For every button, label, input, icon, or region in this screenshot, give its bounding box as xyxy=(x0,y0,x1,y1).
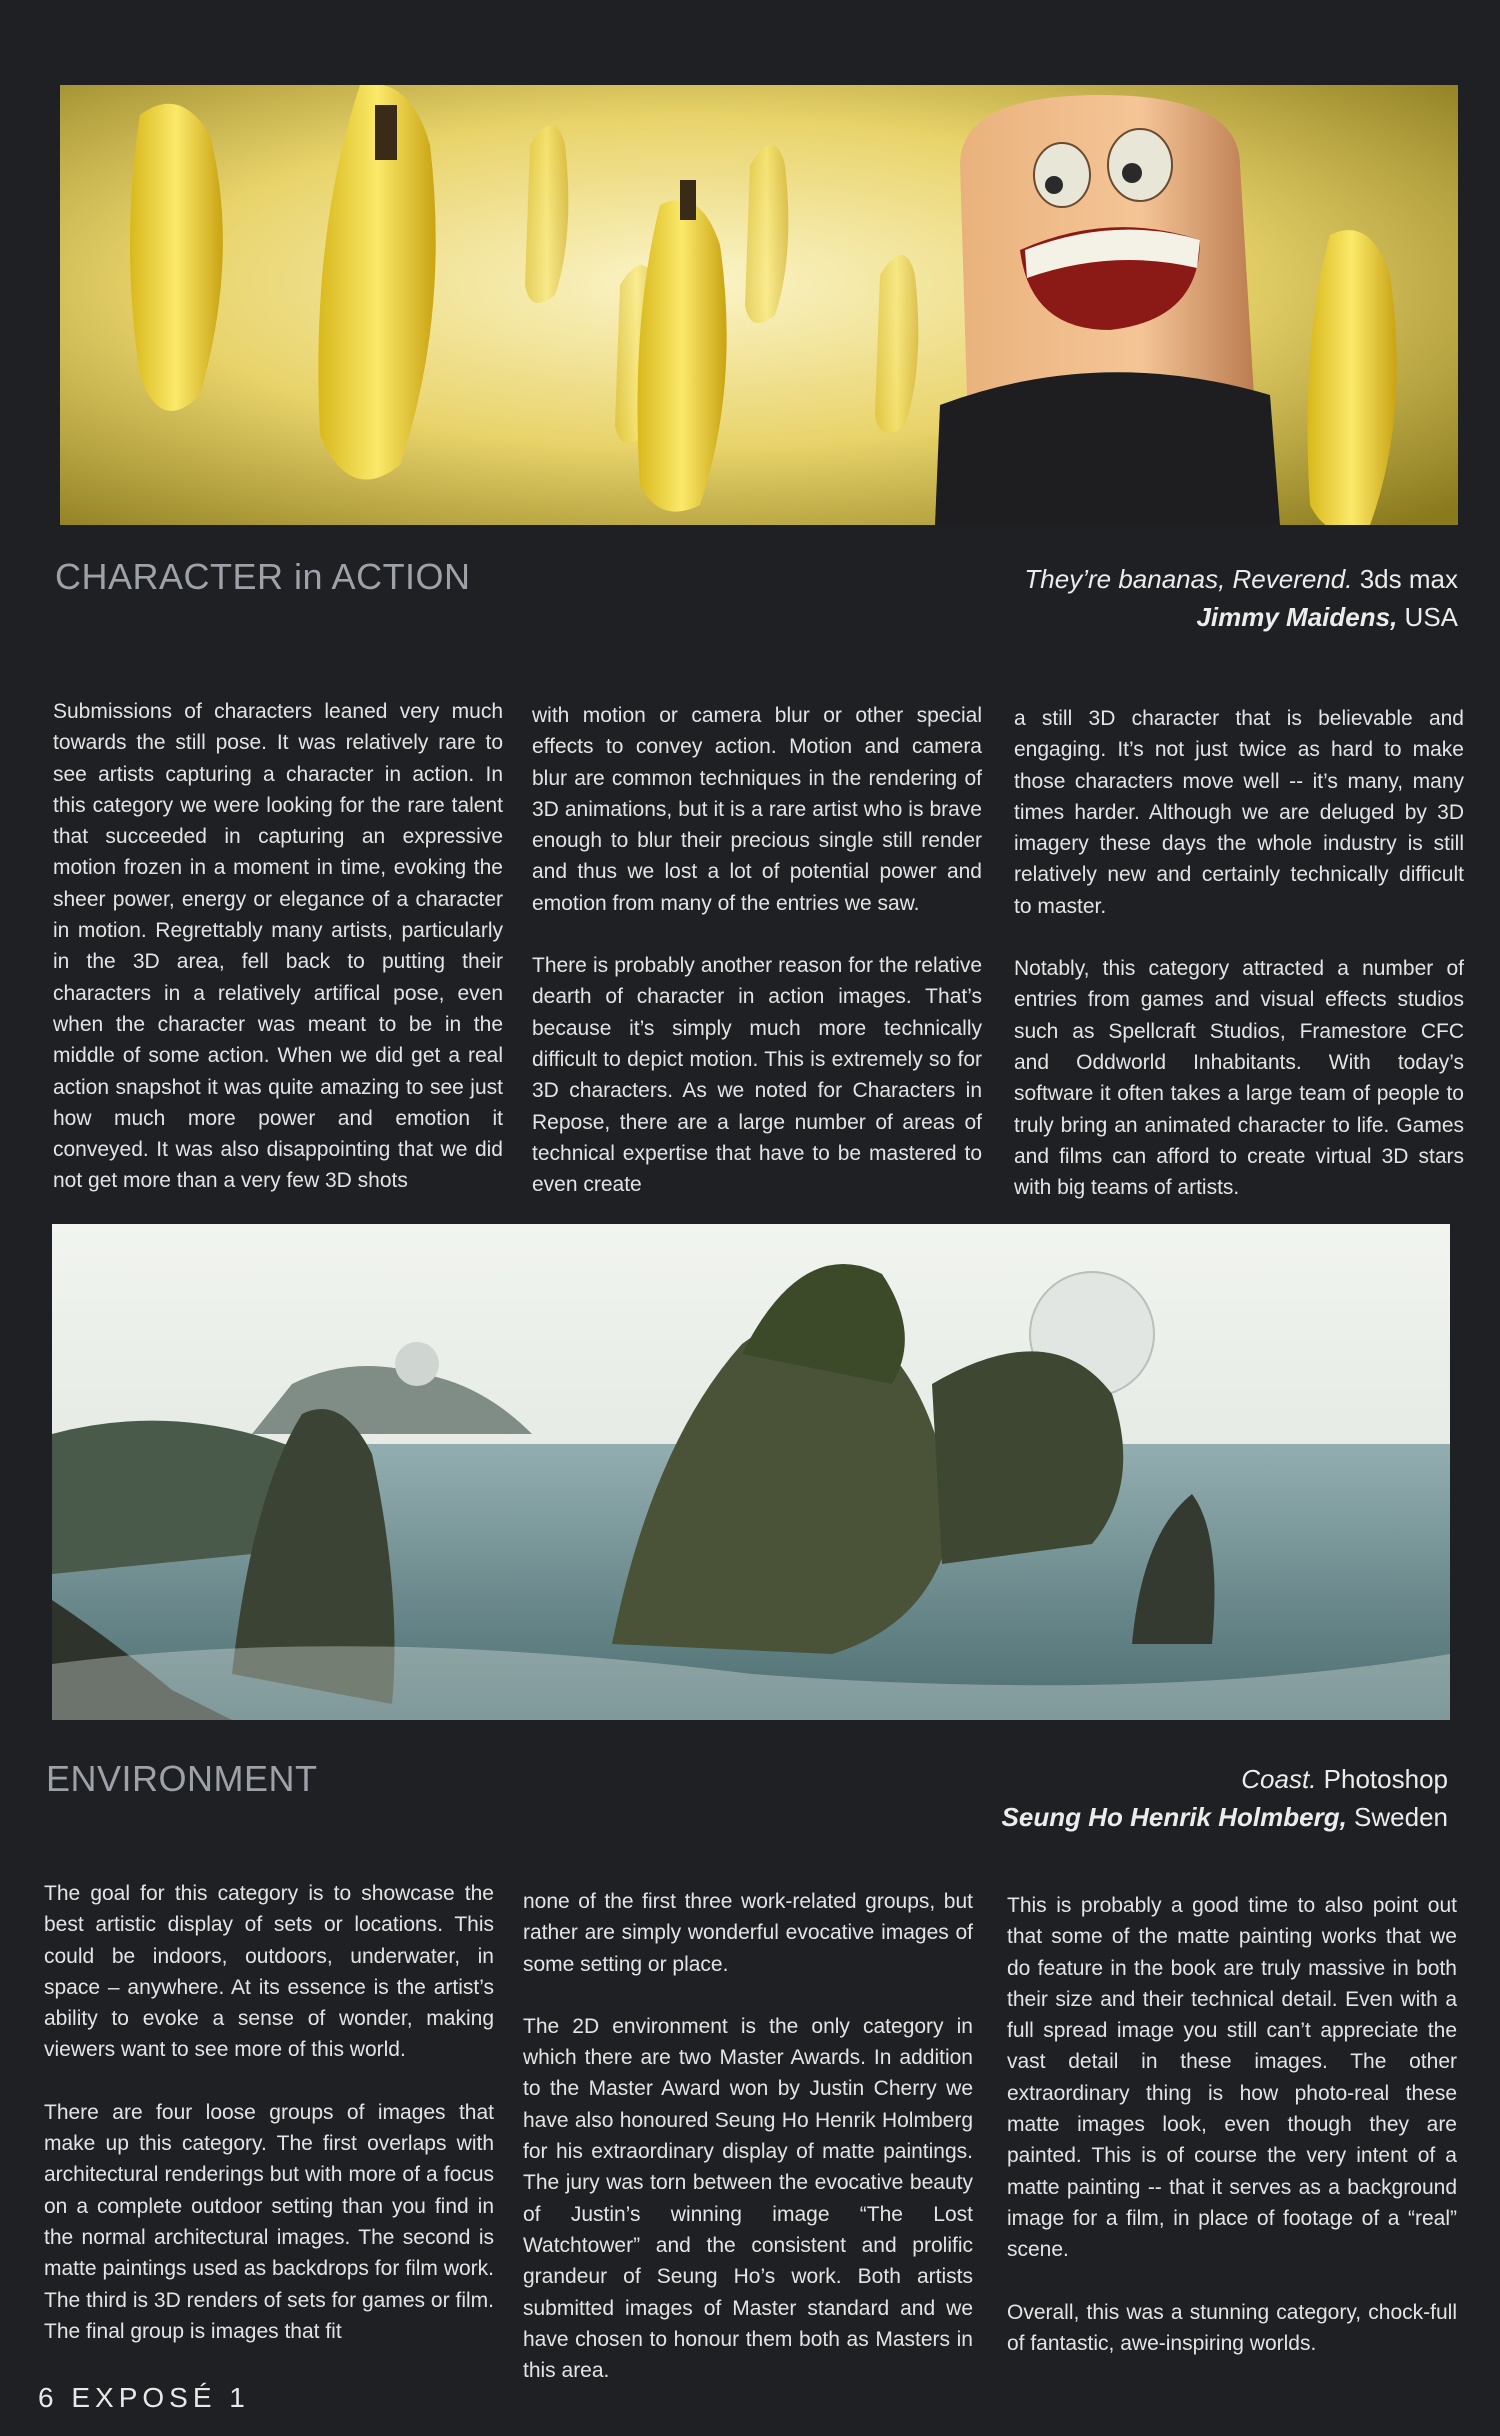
artwork-caption-environment xyxy=(1002,1760,1448,1836)
artwork-title: Coast. xyxy=(1241,1764,1317,1794)
paragraph: There are four loose groups of images that make up this category. The first overlaps with architectural renderings but with more of a focus on a complete outdoor setting than you find in the normal architectural images. The second is matte paintings used as backdrops for film work. The third is 3D renders of sets for games or film. The final group is images that fit xyxy=(44,2100,494,2343)
paragraph: Submissions of characters leaned very much towards the still pose. It was relatively rare to see artists capturing a character in action. In this category we were looking for the rare talent that succeeded in capturing an expressive motion frozen in a moment in time, evoking the sheer power, energy or elegance of a character in motion. Regrettably many artists, particularly in the 3D area, fell back to putting their characters in a relatively artifical pose, even when the character was meant to be in the middle of some action. When we did get a real action snapshot it was quite amazing to see just how much more power and emotion it conveyed. It was also disappointing that we did not get more than a very few 3D shots xyxy=(53,700,503,1193)
section-title-environment: ENVIRONMENT xyxy=(46,1758,318,1799)
paragraph: with motion or camera blur or other special effects to convey action. Motion and camera blur are common techniques in the rendering of 3D animations, but it is a rare artist who is brave enough to blur their precious single still render and thus we lost a lot of potential power and emotion from many of the entries we saw. xyxy=(532,704,982,915)
paragraph: The goal for this category is to showcase the best artistic display of sets or locations. This could be indoors, outdoors, underwater, in space – anywhere. At its essence is the artist’s ability to evoke a sense of wonder, making viewers want to see more of this world. xyxy=(44,1882,494,2062)
bananas-illustration xyxy=(60,85,1458,525)
paragraph: a still 3D character that is believable and engaging. It’s not just twice as hard to make those characters move well -- it’s many, many times harder. Although we are deluged by 3D imagery these days the whole industry is still relatively new and certainly technically difficult to master. xyxy=(1014,707,1464,918)
caption-title-line xyxy=(1024,560,1458,598)
artist-name: Jimmy Maidens, xyxy=(1196,602,1398,632)
artist-country: USA xyxy=(1397,602,1458,632)
character-artwork-image xyxy=(60,85,1458,525)
environment-column-1 xyxy=(44,1878,494,2378)
section-title-character: CHARACTER in ACTION xyxy=(55,556,471,597)
caption-title-line xyxy=(1002,1760,1448,1798)
paragraph: Notably, this category attracted a number of entries from games and visual effects studios such as Spellcraft Studios, Framestore CFC and Oddworld Inhabitants. With today’s software it often takes a large team of people to truly bring an animated character to life. Games and films can afford to create virtual 3D stars with big teams of artists. xyxy=(1014,957,1464,1200)
artist-country: Sweden xyxy=(1346,1802,1448,1832)
character-column-1 xyxy=(53,696,503,1228)
artist-name: Seung Ho Henrik Holmberg, xyxy=(1001,1802,1347,1832)
paragraph: There is probably another reason for the relative dearth of character in action images. That’s because it’s simply much more technically difficult to depict motion. This is extremely so for 3D characters. As we noted for Characters in Repose, there are a large number of areas of technical expertise that have to be mastered to even create xyxy=(532,954,982,1197)
page-footer: 6 EXPOSÉ 1 xyxy=(38,2382,250,2413)
artwork-title: They’re bananas, Reverend. xyxy=(1024,564,1353,594)
paragraph: The 2D environment is the only category in which there are two Master Awards. In addition to the Master Award won by Justin Cherry we have also honoured Seung Ho Henrik Holmberg for his extraordinary display of matte paintings. The jury was torn between the evocative beauty of Justin’s winning image “The Lost Watchtower” and the consistent and prolific grandeur of Seung Ho’s work. Both artists submitted images of Master standard and we have chosen to honour them both as Masters in this area. xyxy=(523,2014,973,2383)
environment-artwork-image xyxy=(52,1224,1450,1720)
coast-illustration xyxy=(52,1224,1450,1720)
artwork-caption-character xyxy=(1024,560,1458,636)
artwork-software: 3ds max xyxy=(1352,564,1458,594)
paragraph: none of the first three work-related groups, but rather are simply wonderful evocative images of some setting or place. xyxy=(523,1890,973,1976)
paragraph: Overall, this was a stunning category, chock-full of fantastic, awe-inspiring worlds. xyxy=(1007,2300,1457,2355)
paragraph: This is probably a good time to also point out that some of the matte painting works that we do feature in the book are truly massive in both their size and their technical detail. Even with a full spread image you still can’t appreciate the vast detail in these images. The other extraordinary thing is how photo-real these matte images look, even though they are painted. This is of course the very intent of a matte painting -- that it serves as a background image for a film, in place of footage of a “real” scene. xyxy=(1007,1894,1457,2262)
artwork-software: Photoshop xyxy=(1316,1764,1448,1794)
character-column-2 xyxy=(532,700,982,1231)
character-column-3 xyxy=(1014,703,1464,1234)
environment-column-3 xyxy=(1007,1890,1457,2390)
caption-artist-line xyxy=(1002,1798,1448,1836)
caption-artist-line xyxy=(1024,598,1458,636)
environment-column-2 xyxy=(523,1886,973,2417)
